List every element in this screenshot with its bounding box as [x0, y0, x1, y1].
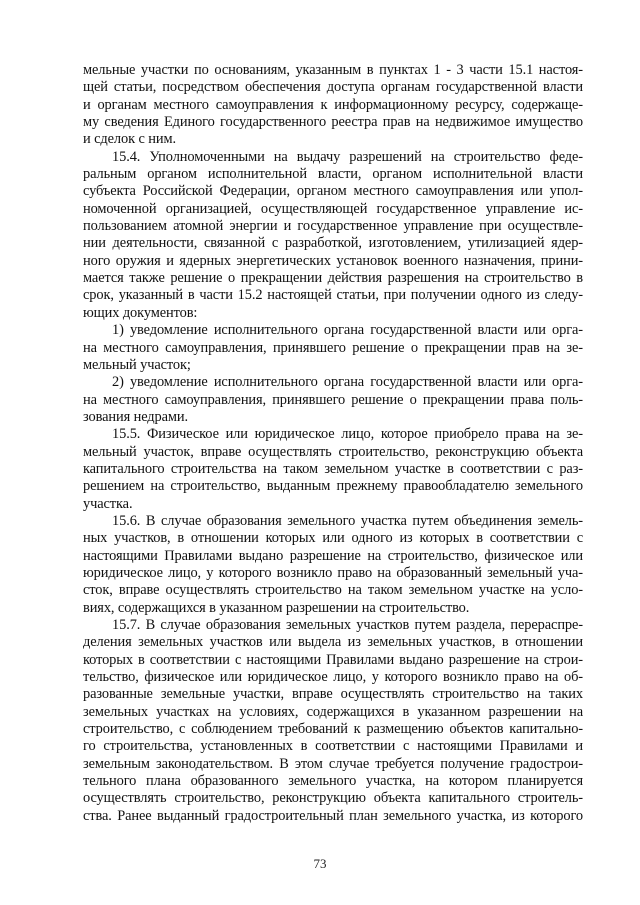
text-line: земельным законодательством. В этом случае требуется получение градострои- [83, 755, 583, 772]
text-line: строительство, с соблюдением требований к размещению объектов капитально- [83, 721, 583, 738]
text-line: мельный участок, вправе осуществлять строительство, реконструкцию объекта [83, 443, 583, 460]
text-line: земельных участках на условиях, содержащихся в указанном разрешении на [83, 703, 583, 720]
text-line: му сведения Единого государственного реестра прав на недвижимое имущество [83, 114, 583, 131]
text-line: сток, вправе осуществлять строительство на таком земельном участке на усло- [83, 582, 583, 599]
text-line: ства. Ранее выданный градостроительный план земельного участка, из которого [83, 807, 583, 824]
text-line: капитального строительства на таком земельном участке в соответствии с раз- [83, 460, 583, 477]
text-line: зования недрами. [83, 408, 189, 425]
paragraph [83, 426, 583, 513]
text-line: ющих документов: [83, 304, 198, 321]
text-line: 1) уведомление исполнительного органа государственной власти или орга- [112, 322, 583, 339]
text-line: 2) уведомление исполнительного органа государственной власти или орга- [112, 374, 583, 391]
text-line: щей статьи, посредством обеспечения доступа органам государственной власти [83, 79, 583, 96]
text-line: 15.4. Уполномоченными на выдачу разрешений на строительство феде- [112, 148, 583, 165]
text-line: решением на строительство, выданным прежнему правообладателю земельного [83, 478, 583, 495]
text-line: и органам местного самоуправления к информационному ресурсу, содержаще- [83, 96, 583, 113]
text-line: субъекта Российской Федерации, органом местного самоуправления или упол- [83, 183, 583, 200]
text-line: юридическое лицо, у которого возникло право на образованный земельный уча- [83, 564, 583, 581]
text-line: и сделок с ним. [83, 131, 176, 148]
text-line: виях, содержащихся в указанном разрешении на строительство. [83, 599, 470, 616]
text-line: 15.7. В случае образования земельных участков путем раздела, перераспре- [112, 617, 583, 633]
text-line: которых в соответствии с настоящими Правилами выдано разрешение на строи- [83, 651, 583, 668]
paragraph [83, 322, 583, 374]
paragraph [83, 513, 583, 617]
paragraph [83, 62, 583, 149]
text-line: деления земельных участков или выдела из земельных участков, в отношении [83, 634, 583, 651]
text-line: мается также решение о прекращении действия разрешения на строительство в [83, 270, 583, 287]
text-line: го строительства, установленных в соответствии с настоящими Правилами и [83, 738, 583, 755]
text-line: на местного самоуправления, принявшего решение о прекращении прав на зе- [83, 339, 583, 356]
text-line: разованные земельные участки, вправе осуществлять строительство на таких [83, 686, 583, 703]
text-line: 15.5. Физическое или юридическое лицо, которое приобрело права на зе- [112, 426, 583, 443]
paragraph [83, 617, 583, 825]
text-line: настоящими Правилами выдано разрешение на строительство, физическое или [83, 547, 583, 564]
page-number: 73 [313, 856, 327, 871]
text-line: участка. [83, 495, 133, 512]
text-line: тельство, физическое или юридическое лицо, у которого возникло право на об- [83, 669, 583, 686]
text-line: срок, указанный в части 15.2 настоящей статьи, при получении одного из следу- [83, 287, 583, 304]
text-line: 15.6. В случае образования земельного участка путем объединения земель- [112, 512, 583, 529]
text-line: нии деятельности, связанной с разработкой, изготовлением, утилизацией ядер- [83, 235, 583, 252]
text-line: ных участков, в отношении которых или одного из которых в соответствии с [83, 530, 583, 547]
paragraph [83, 149, 583, 322]
text-line: на местного самоуправления, принявшего решение о прекращении права поль- [83, 391, 583, 408]
text-line: ного оружия и ядерных энергетических установок военного назначения, прини- [83, 252, 583, 269]
paragraph [83, 374, 583, 426]
text-line: ральным органом исполнительной власти, органом исполнительной власти [83, 166, 583, 183]
text-line: пользованием атомной энергии и государственное управление при осуществле- [83, 218, 583, 235]
document-page [83, 62, 583, 825]
text-line: мельный участок; [83, 356, 191, 373]
text-line: мельные участки по основаниям, указанным в пунктах 1 - 3 части 15.1 настоя- [83, 62, 583, 78]
text-line: тельного плана образованного земельного участка, на котором планируется [83, 773, 583, 790]
text-line: номоченной организацией, осуществляющей государственное управление ис- [83, 200, 583, 217]
text-line: осуществлять строительство, реконструкцию объекта капитального строитель- [83, 790, 583, 807]
